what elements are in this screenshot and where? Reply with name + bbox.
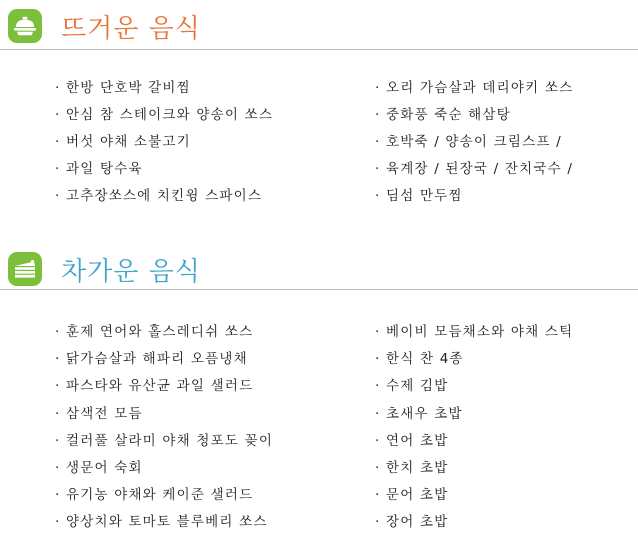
menu-item: · 삼색전 모듬 xyxy=(55,405,143,422)
menu-item: · 연어 초밥 xyxy=(375,432,449,449)
cold-food-divider xyxy=(0,289,638,290)
menu-item: · 훈제 연어와 홀스레디쉬 쏘스 xyxy=(55,324,254,340)
menu-item: · 과일 탕수육 xyxy=(55,161,143,177)
menu-item: · 장어 초밥 xyxy=(375,514,449,531)
menu-item: · 닭가슴살과 해파리 오픔냉채 xyxy=(55,351,248,368)
menu-item: · 오리 가슴살과 데리야키 쏘스 xyxy=(375,80,574,96)
menu-item: · 한식 찬 4종 xyxy=(375,351,464,368)
cold-food-header xyxy=(8,251,201,287)
hot-food-divider xyxy=(0,49,638,50)
menu-item: · 고추장쏘스에 치킨윙 스파이스 xyxy=(55,188,263,204)
menu-item: · 베이비 모듬채소와 야채 스틱 xyxy=(375,324,574,340)
pot-lid-icon xyxy=(8,9,42,43)
menu-item: · 딤섬 만두찜 xyxy=(375,188,463,204)
menu-item: · 컬러풀 살라미 야채 청포도 꽂이 xyxy=(55,432,274,449)
menu-item: · 호박죽 / 양송이 크림스프 / xyxy=(375,134,562,150)
cold-food-title: 차가운 음식 xyxy=(61,256,201,287)
menu-item: · 초새우 초밥 xyxy=(375,405,463,422)
menu-item: · 수제 김밥 xyxy=(375,378,449,395)
menu-item: · 육계장 / 된장국 / 잔치국수 / xyxy=(375,161,574,177)
menu-item: · 문어 초밥 xyxy=(375,487,449,504)
hot-food-title: 뜨거운 음식 xyxy=(61,13,201,44)
menu-item: · 파스타와 유산균 과일 샐러드 xyxy=(55,378,254,395)
menu-item: · 양상치와 토마토 블루베리 쏘스 xyxy=(55,514,268,531)
menu-item: · 유기농 야채와 케이준 샐러드 xyxy=(55,487,254,504)
menu-item: · 생문어 숙회 xyxy=(55,459,143,476)
hot-food-list-right xyxy=(375,80,573,215)
hot-food-header xyxy=(8,8,201,44)
menu-item: · 버섯 야채 소불고기 xyxy=(55,134,191,150)
cold-food-list-left xyxy=(55,324,273,542)
menu-item: · 한방 단호박 갈비찜 xyxy=(55,80,191,96)
cake-slice-icon xyxy=(8,252,42,286)
hot-food-list-left xyxy=(55,80,273,215)
menu-item: · 안심 참 스테이크와 양송이 쏘스 xyxy=(55,107,274,123)
cold-food-list-right xyxy=(375,324,573,542)
menu-item: · 중화풍 죽순 해삼탕 xyxy=(375,107,511,123)
menu-item: · 한치 초밥 xyxy=(375,459,449,476)
